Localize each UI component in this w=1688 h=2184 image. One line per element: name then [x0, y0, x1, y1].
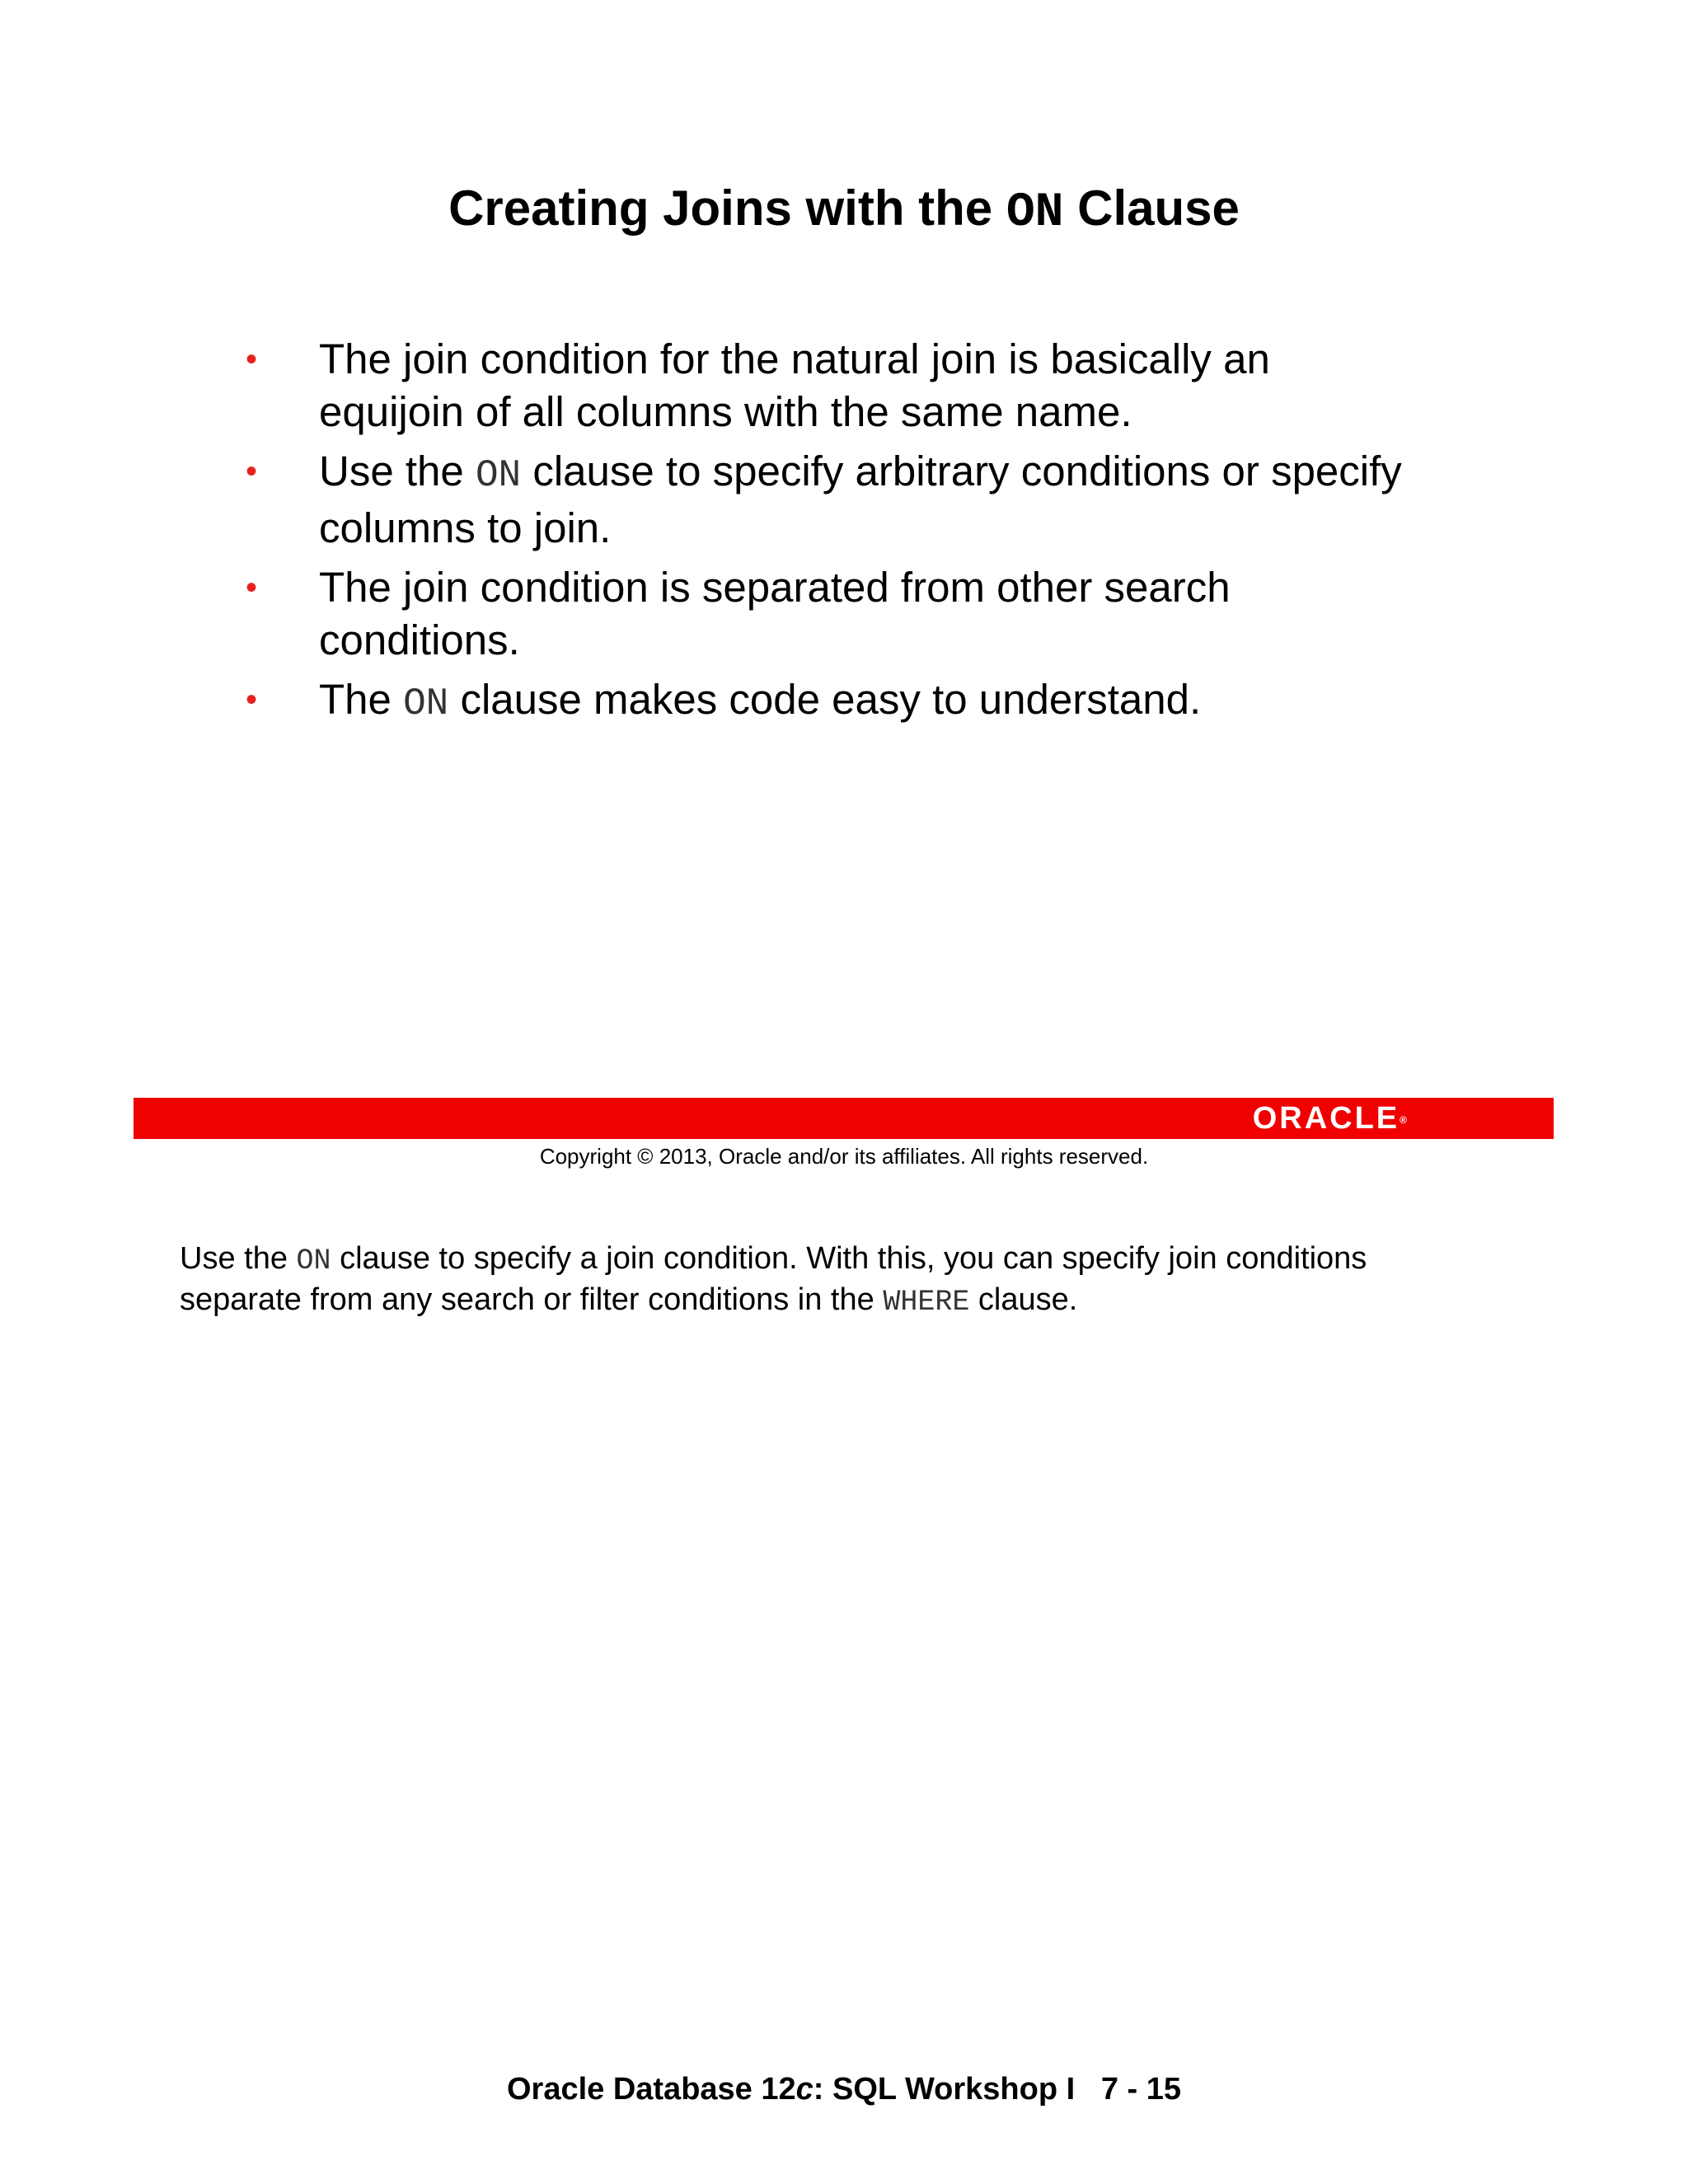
bullet-text: Use the: [319, 448, 476, 494]
oracle-logo: [1253, 1102, 1407, 1135]
footer-text-before: Oracle Database 12: [506, 2072, 796, 2107]
footer-text-after: : SQL Workshop I 7 - 15: [813, 2072, 1182, 2107]
bullet-text-continued: conditions.: [319, 616, 520, 663]
oracle-red-banner: [134, 1098, 1554, 1139]
notes-text-4: clause.: [969, 1282, 1078, 1317]
bullet-item-2: [231, 445, 1467, 555]
bullet-item-1: [231, 333, 1467, 438]
bullet-item-3: [231, 561, 1467, 667]
bullet-icon: •: [246, 453, 258, 490]
notes-text-2: clause to specify a join condition. With this, you can specify join conditions: [331, 1241, 1367, 1276]
bullet-text-continued: columns to join.: [319, 504, 612, 551]
bullet-text-continued: equijoin of all columns with the same name.: [319, 388, 1132, 435]
title-text-after: Clause: [1063, 180, 1240, 236]
code-keyword-on: ON: [403, 682, 449, 725]
bullet-text: The join condition is separated from other search: [319, 564, 1231, 611]
notes-text-3: separate from any search or filter conditions in the: [180, 1282, 884, 1317]
oracle-logo-text: ORACLE: [1252, 1101, 1400, 1136]
notes-text-1: Use the: [180, 1241, 297, 1276]
copyright-notice: Copyright © 2013, Oracle and/or its affiliates. All rights reserved.: [539, 1144, 1149, 1169]
bullet-text-after: clause to specify arbitrary conditions or specify: [521, 448, 1402, 494]
slide-title: [0, 171, 1688, 251]
notes-paragraph: [180, 1240, 1531, 1322]
bullet-item-4: [231, 673, 1467, 730]
page-footer: [0, 2069, 1688, 2110]
bullet-icon: •: [246, 341, 258, 377]
title-code-on: ON: [1006, 186, 1064, 240]
bullet-icon: •: [246, 569, 258, 606]
bullet-list: [231, 333, 1467, 737]
bullet-text: The join condition for the natural join is basically an: [319, 335, 1270, 382]
bullet-icon: •: [246, 682, 258, 718]
footer-text-italic: c: [795, 2072, 814, 2107]
bullet-text: The: [319, 676, 404, 723]
bullet-text-after: clause makes code easy to understand.: [448, 676, 1202, 723]
code-keyword-on: ON: [475, 454, 522, 497]
title-text-before: Creating Joins with the: [448, 180, 1006, 236]
registered-mark: ®: [1400, 1114, 1407, 1126]
notes-code-where: WHERE: [883, 1286, 970, 1319]
notes-code-on: ON: [296, 1244, 331, 1277]
